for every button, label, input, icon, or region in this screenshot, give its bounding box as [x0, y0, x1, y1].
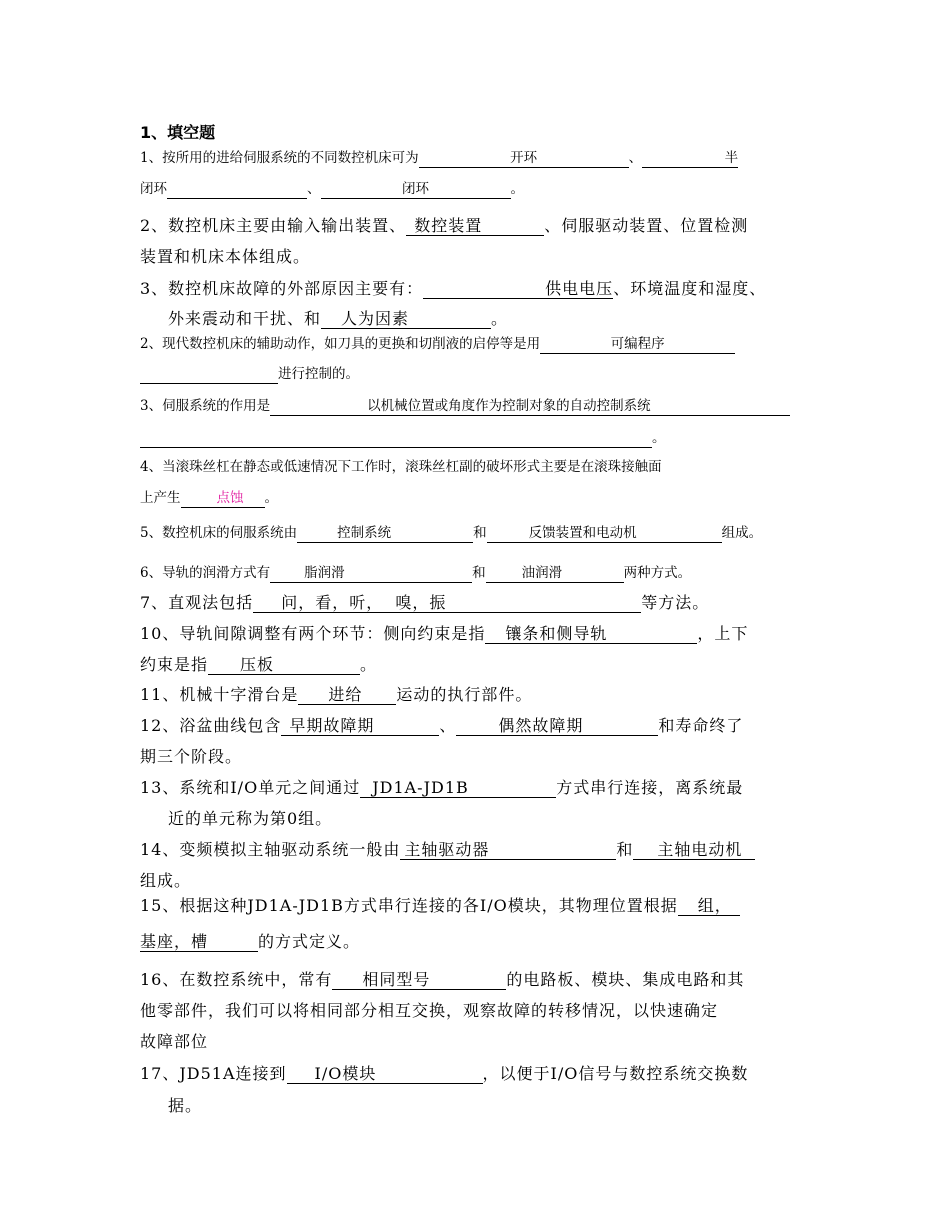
answer-text: 闭环 — [402, 181, 429, 197]
answer-blank — [360, 779, 556, 798]
question-12-line-1 — [140, 713, 743, 736]
answer-blank — [253, 594, 641, 613]
separator: 、 — [307, 181, 321, 197]
question-text: 2、数控机床主要由输入输出装置、 — [140, 216, 407, 235]
answer-text: 油润滑 — [521, 565, 563, 581]
separator: 、 — [628, 150, 643, 166]
punctuation: 。 — [264, 490, 278, 506]
answer-text: 组， — [697, 896, 732, 915]
question-text: 13、系统和I/O单元之间通过 — [140, 778, 361, 797]
question-text: 等方法。 — [641, 593, 710, 612]
answer-text: 可编程序 — [610, 336, 665, 352]
question-10-line-1 — [140, 621, 748, 644]
answer-blank — [487, 526, 722, 543]
question-13-line-1 — [140, 775, 743, 798]
question-13-line-2: 近的单元称为第0组。 — [168, 809, 333, 828]
answer-blank — [167, 182, 307, 199]
answer-text: 主轴电动机 — [657, 840, 743, 859]
section-title: 1、填空题 — [140, 123, 216, 142]
answer-blank — [406, 217, 544, 236]
question-6-line-1: 4、当滚珠丝杠在静态或低速情况下工作时，滚珠丝杠副的破坏形式主要是在滚珠接触面 — [140, 459, 662, 475]
answer-text: 进给 — [328, 685, 363, 704]
question-text: 约束是指 — [140, 655, 209, 674]
answer-text: 问，看，听， 嗅，振 — [281, 593, 447, 612]
question-text: 14、变频模拟主轴驱动系统一般由 — [140, 840, 401, 859]
question-15-line-2 — [140, 929, 360, 952]
question-3-line-1 — [140, 276, 766, 299]
answer-text: 反馈装置和电动机 — [528, 525, 637, 541]
question-text: 和 — [472, 565, 486, 581]
question-15-line-1 — [140, 893, 740, 916]
punctuation: 。 — [652, 430, 666, 446]
answer-text: 主轴驱动器 — [404, 840, 490, 859]
question-7-line — [140, 521, 762, 543]
question-text: 运动的执行部件。 — [396, 685, 533, 704]
question-text: 7、直观法包括 — [140, 593, 254, 612]
punctuation: 。 — [360, 655, 378, 674]
answer-text: 开环 — [510, 150, 538, 166]
answer-blank — [140, 431, 652, 448]
question-text: 的方式定义。 — [258, 932, 361, 951]
question-text: 17、JD51A连接到 — [140, 1064, 287, 1083]
punctuation: 。 — [491, 309, 509, 328]
question-17-line-1 — [140, 1061, 748, 1084]
answer-blank — [332, 971, 506, 990]
answer-blank — [181, 491, 265, 508]
answer-blank — [208, 656, 360, 675]
question-text: 进行控制的。 — [278, 366, 359, 382]
answer-blank — [281, 717, 439, 736]
answer-blank — [321, 310, 491, 329]
answer-blank — [642, 151, 738, 168]
question-text: ，上下 — [697, 624, 749, 643]
question-text: 和 — [473, 525, 487, 541]
answer-blank — [633, 841, 755, 860]
answer-blank — [297, 526, 473, 543]
question-text: 15、根据这种JD1A-JD1B方式串行连接的各I/O模块，其物理位置根据 — [140, 896, 678, 915]
question-text: 外来震动和干扰、和 — [168, 309, 322, 328]
separator: 、 — [439, 716, 457, 735]
question-17-line-2: 据。 — [168, 1096, 203, 1115]
question-16-line-1 — [140, 967, 744, 990]
answer-blank — [321, 182, 511, 199]
question-5-line-1 — [140, 394, 790, 416]
answer-text: I/O模块 — [314, 1064, 377, 1083]
question-text: 组成。 — [721, 525, 763, 541]
answer-text: 闭环 — [140, 181, 167, 197]
answer-blank — [423, 280, 613, 299]
answer-blank — [270, 566, 472, 583]
question-text: 10、导轨间隙调整有两个环节：侧向约束是指 — [140, 624, 486, 643]
question-text: 11、机械十字滑台是 — [140, 685, 299, 704]
question-text: ，以便于I/O信号与数控系统交换数 — [482, 1064, 749, 1083]
answer-text: JD1A-JD1B — [372, 778, 469, 797]
question-1-line-1 — [140, 146, 738, 168]
answer-text: 人为因素 — [341, 309, 410, 328]
question-1-line-2 — [140, 177, 524, 199]
question-14-line-1 — [140, 837, 755, 860]
question-text: 12、浴盆曲线包含 — [140, 716, 282, 735]
answer-text: 半 — [724, 150, 739, 166]
answer-text: 控制系统 — [337, 525, 392, 541]
answer-text: 点蚀 — [216, 490, 244, 506]
question-text: 和寿命终了 — [658, 716, 744, 735]
question-text: 的电路板、模块、集成电路和其 — [506, 970, 745, 989]
question-text: 、伺服驱动装置、位置检测 — [544, 216, 749, 235]
question-6-line-2 — [140, 486, 278, 508]
answer-blank — [140, 933, 258, 952]
answer-blank — [140, 367, 278, 384]
answer-blank — [287, 1065, 483, 1084]
answer-text: 基座，槽 — [140, 932, 209, 951]
question-text: 5、数控机床的伺服系统由 — [140, 525, 298, 541]
question-11-line — [140, 682, 532, 705]
question-text: 16、在数控系统中，常有 — [140, 970, 333, 989]
question-text: 两种方式。 — [623, 565, 692, 581]
answer-text: 供电电压 — [545, 279, 614, 298]
answer-blank — [485, 625, 697, 644]
question-text: 3、伺服系统的作用是 — [140, 398, 271, 414]
question-10-line-2 — [140, 652, 377, 675]
answer-text: 以机械位置或角度作为控制对象的自动控制系统 — [367, 398, 651, 414]
question-text: 6、导轨的润滑方式有 — [140, 565, 271, 581]
question-2-line-2: 装置和机床本体组成。 — [140, 247, 311, 266]
answer-text: 压板 — [240, 655, 275, 674]
question-text: 和 — [616, 840, 634, 859]
punctuation: 。 — [510, 181, 524, 197]
answer-text: 相同型号 — [362, 970, 431, 989]
question-2-line-1 — [140, 213, 748, 236]
question-text: 1、按所用的进给伺服系统的不同数控机床可为 — [140, 150, 419, 166]
question-text: 2、现代数控机床的辅助动作，如刀具的更换和切削液的启停等是用 — [140, 336, 541, 352]
question-9-line — [140, 590, 709, 613]
answer-blank — [486, 566, 624, 583]
answer-text: 脂润滑 — [304, 565, 345, 581]
question-text: 上产生 — [140, 490, 181, 506]
question-8-line — [140, 561, 691, 583]
question-4-line-1 — [140, 332, 735, 354]
answer-blank — [270, 399, 790, 416]
question-16-line-2: 他零部件，我们可以将相同部分相互交换，观察故障的转移情况，以快速确定 — [140, 1001, 719, 1020]
question-text: 3、数控机床故障的外部原因主要有： — [140, 279, 424, 298]
answer-blank — [400, 841, 616, 860]
question-12-line-2: 期三个阶段。 — [140, 747, 243, 766]
question-3-line-2 — [168, 306, 508, 329]
answer-blank — [540, 337, 735, 354]
answer-blank — [419, 151, 629, 168]
question-14-line-2: 组成。 — [140, 871, 192, 890]
question-16-line-3: 故障部位 — [140, 1032, 209, 1051]
question-text: 方式串行连接，离系统最 — [556, 778, 744, 797]
question-4-line-2 — [140, 362, 359, 384]
answer-text: 镶条和侧导轨 — [505, 624, 608, 643]
answer-blank — [456, 717, 658, 736]
answer-blank — [298, 686, 396, 705]
question-5-line-2 — [140, 426, 666, 448]
question-text: 、环境温度和湿度、 — [613, 279, 767, 298]
answer-text: 早期故障期 — [289, 716, 375, 735]
answer-blank — [678, 897, 740, 916]
answer-text: 数控装置 — [414, 216, 483, 235]
answer-text: 偶然故障期 — [498, 716, 584, 735]
